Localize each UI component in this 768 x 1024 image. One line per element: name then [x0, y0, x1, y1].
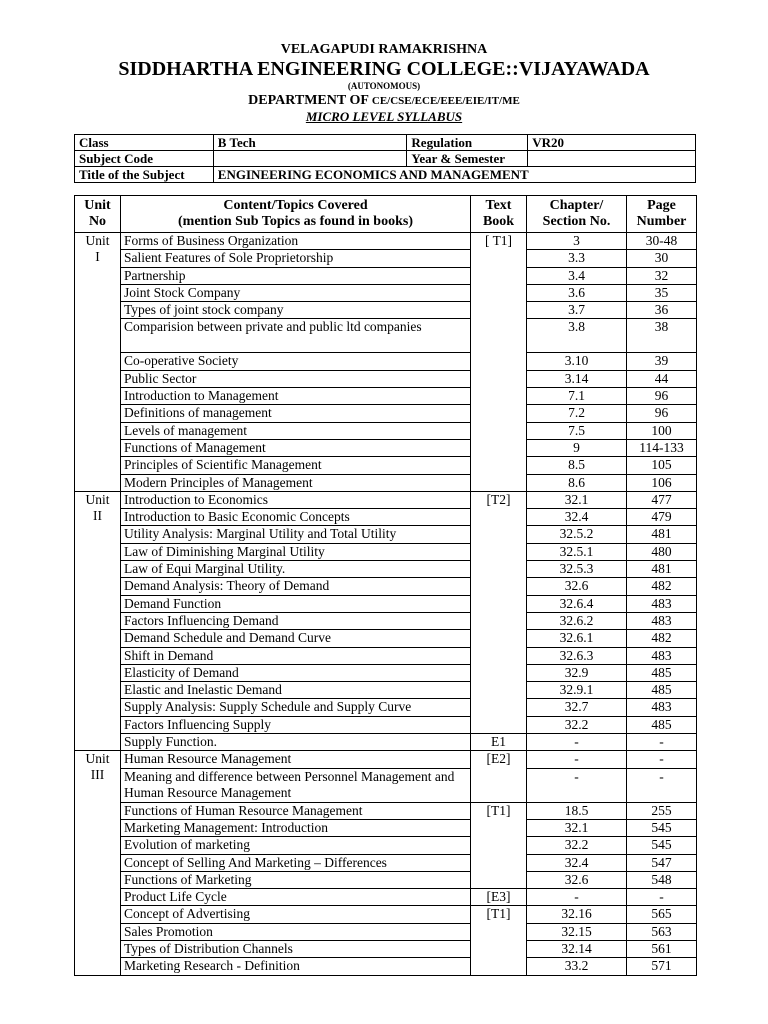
chapter-cell: 32.9.1 [527, 682, 627, 699]
topic-cell: Elasticity of Demand [121, 664, 471, 681]
page-cell: - [627, 889, 697, 906]
chapter-cell: 3.14 [527, 370, 627, 387]
syllabus-row [75, 491, 697, 508]
textbook-cell: [T1] [471, 802, 527, 888]
chapter-cell: 32.6.4 [527, 595, 627, 612]
topic-cell: Supply Function. [121, 734, 471, 751]
chapter-cell: 32.4 [527, 509, 627, 526]
subject-title-label: Title of the Subject [75, 167, 214, 183]
page-cell: 255 [627, 802, 697, 819]
textbook-cell: E1 [471, 734, 527, 751]
page-cell: 561 [627, 940, 697, 957]
unit-column-header: Unit No [75, 196, 121, 233]
syllabus-row [75, 699, 697, 716]
topic-cell: Comparision between private and public ltd companies [121, 319, 471, 353]
subject-title-value: ENGINEERING ECONOMICS AND MANAGEMENT [213, 167, 695, 183]
unit-label: Unit I [75, 233, 121, 492]
topic-cell: Sales Promotion [121, 923, 471, 940]
chapter-cell: 32.14 [527, 940, 627, 957]
college-name-line1: VELAGAPUDI RAMAKRISHNA [280, 42, 488, 57]
chapter-cell: 3.4 [527, 267, 627, 284]
page-cell: 483 [627, 595, 697, 612]
subject-code-label: Subject Code [75, 151, 214, 167]
topic-cell: Law of Equi Marginal Utility. [121, 561, 471, 578]
topic-cell: Functions of Human Resource Management [121, 802, 471, 819]
chapter-cell: 32.9 [527, 664, 627, 681]
chapter-cell: 32.16 [527, 906, 627, 923]
syllabus-title: MICRO LEVEL SYLLABUS [305, 109, 463, 124]
chapter-cell: 32.1 [527, 819, 627, 836]
syllabus-row [75, 682, 697, 699]
syllabus-row [75, 940, 697, 957]
syllabus-row [75, 578, 697, 595]
page-cell: 105 [627, 457, 697, 474]
syllabus-row [75, 457, 697, 474]
chapter-cell: 32.15 [527, 923, 627, 940]
page-cell: 114-133 [627, 439, 697, 456]
chapter-cell: 32.6 [527, 578, 627, 595]
syllabus-row [75, 906, 697, 923]
topic-cell: Meaning and difference between Personnel Management and Human Resource Management [121, 768, 471, 802]
content-column-header: Content/Topics Covered (mention Sub Topics as found in books) [121, 196, 471, 233]
chapter-cell: 3 [527, 233, 627, 250]
syllabus-row [75, 353, 697, 370]
page-cell: 545 [627, 837, 697, 854]
page-cell: 36 [627, 302, 697, 319]
topic-cell: Demand Analysis: Theory of Demand [121, 578, 471, 595]
page-cell: 30-48 [627, 233, 697, 250]
page-cell: 38 [627, 319, 697, 353]
textbook-column-header: Text Book [471, 196, 527, 233]
topic-cell: Utility Analysis: Marginal Utility and Total Utility [121, 526, 471, 543]
chapter-cell: 3.3 [527, 250, 627, 267]
syllabus-row [75, 819, 697, 836]
chapter-cell: 7.1 [527, 388, 627, 405]
unit-label: Unit III [75, 751, 121, 975]
syllabus-row [75, 612, 697, 629]
topic-cell: Concept of Selling And Marketing – Differences [121, 854, 471, 871]
page-cell: 485 [627, 682, 697, 699]
page-cell: 483 [627, 612, 697, 629]
chapter-cell: 3.6 [527, 284, 627, 301]
page-cell: 565 [627, 906, 697, 923]
topic-cell: Evolution of marketing [121, 837, 471, 854]
topic-cell: Modern Principles of Management [121, 474, 471, 491]
page-cell: 96 [627, 388, 697, 405]
topic-cell: Elastic and Inelastic Demand [121, 682, 471, 699]
topic-cell: Marketing Management: Introduction [121, 819, 471, 836]
page-cell: 548 [627, 871, 697, 888]
syllabus-row [75, 319, 697, 353]
syllabus-row [75, 595, 697, 612]
syllabus-row [75, 802, 697, 819]
chapter-cell: 7.2 [527, 405, 627, 422]
page-cell: 44 [627, 370, 697, 387]
page-cell: - [627, 768, 697, 802]
topic-cell: Levels of management [121, 422, 471, 439]
page-cell: 30 [627, 250, 697, 267]
page-cell: 563 [627, 923, 697, 940]
page-cell: 480 [627, 543, 697, 560]
chapter-cell: 32.4 [527, 854, 627, 871]
topic-cell: Types of Distribution Channels [121, 940, 471, 957]
topic-cell: Supply Analysis: Supply Schedule and Supply Curve [121, 699, 471, 716]
syllabus-row [75, 837, 697, 854]
autonomous-label: (AUTONOMOUS) [347, 81, 421, 91]
page-cell: 481 [627, 561, 697, 578]
class-value: B Tech [213, 135, 407, 151]
page-cell: 32 [627, 267, 697, 284]
chapter-cell: 18.5 [527, 802, 627, 819]
chapter-cell: 32.5.1 [527, 543, 627, 560]
syllabus-row [75, 854, 697, 871]
chapter-cell: 8.6 [527, 474, 627, 491]
syllabus-row [75, 561, 697, 578]
topic-cell: Concept of Advertising [121, 906, 471, 923]
page-cell: 106 [627, 474, 697, 491]
chapter-cell: 32.2 [527, 716, 627, 733]
page-cell: 545 [627, 819, 697, 836]
syllabus-row [75, 405, 697, 422]
syllabus-header-row [75, 196, 697, 233]
page-cell: - [627, 751, 697, 768]
regulation-value: VR20 [528, 135, 696, 151]
regulation-label: Regulation [407, 135, 528, 151]
chapter-cell: 3.7 [527, 302, 627, 319]
syllabus-row [75, 284, 697, 301]
page-cell: 483 [627, 647, 697, 664]
page-cell: 485 [627, 664, 697, 681]
year-semester-label: Year & Semester [407, 151, 528, 167]
page-column-header: Page Number [627, 196, 697, 233]
topic-cell: Human Resource Management [121, 751, 471, 768]
page-cell: - [627, 734, 697, 751]
topic-cell: Salient Features of Sole Proprietorship [121, 250, 471, 267]
page-cell: 479 [627, 509, 697, 526]
topic-cell: Demand Function [121, 595, 471, 612]
syllabus-row [75, 250, 697, 267]
page-cell: 35 [627, 284, 697, 301]
page-cell: 485 [627, 716, 697, 733]
chapter-cell: 32.7 [527, 699, 627, 716]
page-cell: 100 [627, 422, 697, 439]
topic-cell: Functions of Marketing [121, 871, 471, 888]
chapter-cell: - [527, 734, 627, 751]
topic-cell: Introduction to Basic Economic Concepts [121, 509, 471, 526]
page-cell: 482 [627, 630, 697, 647]
syllabus-row [75, 923, 697, 940]
topic-cell: Factors Influencing Demand [121, 612, 471, 629]
chapter-cell: 9 [527, 439, 627, 456]
syllabus-row [75, 768, 697, 802]
syllabus-row [75, 509, 697, 526]
syllabus-row [75, 889, 697, 906]
page-cell: 482 [627, 578, 697, 595]
syllabus-row [75, 734, 697, 751]
syllabus-row [75, 302, 697, 319]
chapter-cell: 8.5 [527, 457, 627, 474]
syllabus-row [75, 630, 697, 647]
page-cell: 39 [627, 353, 697, 370]
page-cell: 483 [627, 699, 697, 716]
topic-cell: Factors Influencing Supply [121, 716, 471, 733]
chapter-cell: 32.6.3 [527, 647, 627, 664]
chapter-cell: 32.5.3 [527, 561, 627, 578]
syllabus-row [75, 233, 697, 250]
syllabus-row [75, 439, 697, 456]
topic-cell: Joint Stock Company [121, 284, 471, 301]
syllabus-row [75, 751, 697, 768]
course-info-table [74, 134, 696, 183]
topic-cell: Product Life Cycle [121, 889, 471, 906]
syllabus-row [75, 958, 697, 975]
chapter-cell: 3.8 [527, 319, 627, 353]
topic-cell: Shift in Demand [121, 647, 471, 664]
syllabus-row [75, 664, 697, 681]
chapter-cell: 32.6.1 [527, 630, 627, 647]
topic-cell: Functions of Management [121, 439, 471, 456]
chapter-cell: 32.1 [527, 491, 627, 508]
chapter-cell: 32.6 [527, 871, 627, 888]
topic-cell: Co-operative Society [121, 353, 471, 370]
topic-cell: Forms of Business Organization [121, 233, 471, 250]
textbook-cell: [ T1] [471, 233, 527, 492]
topic-cell: Marketing Research - Definition [121, 958, 471, 975]
topic-cell: Definitions of management [121, 405, 471, 422]
year-semester-value [528, 151, 696, 167]
topic-cell: Types of joint stock company [121, 302, 471, 319]
chapter-cell: - [527, 751, 627, 768]
chapter-column-header: Chapter/ Section No. [527, 196, 627, 233]
page-cell: 547 [627, 854, 697, 871]
chapter-cell: - [527, 889, 627, 906]
chapter-cell: - [527, 768, 627, 802]
subject-code-value [213, 151, 407, 167]
unit-label: Unit II [75, 491, 121, 750]
page-cell: 477 [627, 491, 697, 508]
textbook-cell: [E3] [471, 889, 527, 906]
department-line [0, 93, 768, 109]
syllabus-row [75, 267, 697, 284]
department-prefix: DEPARTMENT OF [248, 93, 372, 108]
chapter-cell: 7.5 [527, 422, 627, 439]
syllabus-table [74, 195, 697, 976]
page-cell: 481 [627, 526, 697, 543]
topic-cell: Partnership [121, 267, 471, 284]
textbook-cell: [T2] [471, 491, 527, 733]
syllabus-row [75, 474, 697, 491]
syllabus-row [75, 370, 697, 387]
topic-cell: Introduction to Economics [121, 491, 471, 508]
college-name-line2: SIDDHARTHA ENGINEERING COLLEGE::VIJAYAWADA [118, 58, 650, 80]
syllabus-row [75, 871, 697, 888]
chapter-cell: 32.5.2 [527, 526, 627, 543]
syllabus-row [75, 647, 697, 664]
chapter-cell: 32.2 [527, 837, 627, 854]
chapter-cell: 3.10 [527, 353, 627, 370]
page-cell: 96 [627, 405, 697, 422]
topic-cell: Principles of Scientific Management [121, 457, 471, 474]
topic-cell: Law of Diminishing Marginal Utility [121, 543, 471, 560]
syllabus-row [75, 422, 697, 439]
textbook-cell: [E2] [471, 751, 527, 802]
topic-cell: Introduction to Management [121, 388, 471, 405]
page-cell: 571 [627, 958, 697, 975]
topic-cell: Public Sector [121, 370, 471, 387]
syllabus-row [75, 526, 697, 543]
syllabus-row [75, 543, 697, 560]
syllabus-row [75, 388, 697, 405]
chapter-cell: 32.6.2 [527, 612, 627, 629]
topic-cell: Demand Schedule and Demand Curve [121, 630, 471, 647]
chapter-cell: 33.2 [527, 958, 627, 975]
class-label: Class [75, 135, 214, 151]
syllabus-row [75, 716, 697, 733]
department-list: CE/CSE/ECE/EEE/EIE/IT/ME [371, 95, 520, 107]
textbook-cell: [T1] [471, 906, 527, 975]
